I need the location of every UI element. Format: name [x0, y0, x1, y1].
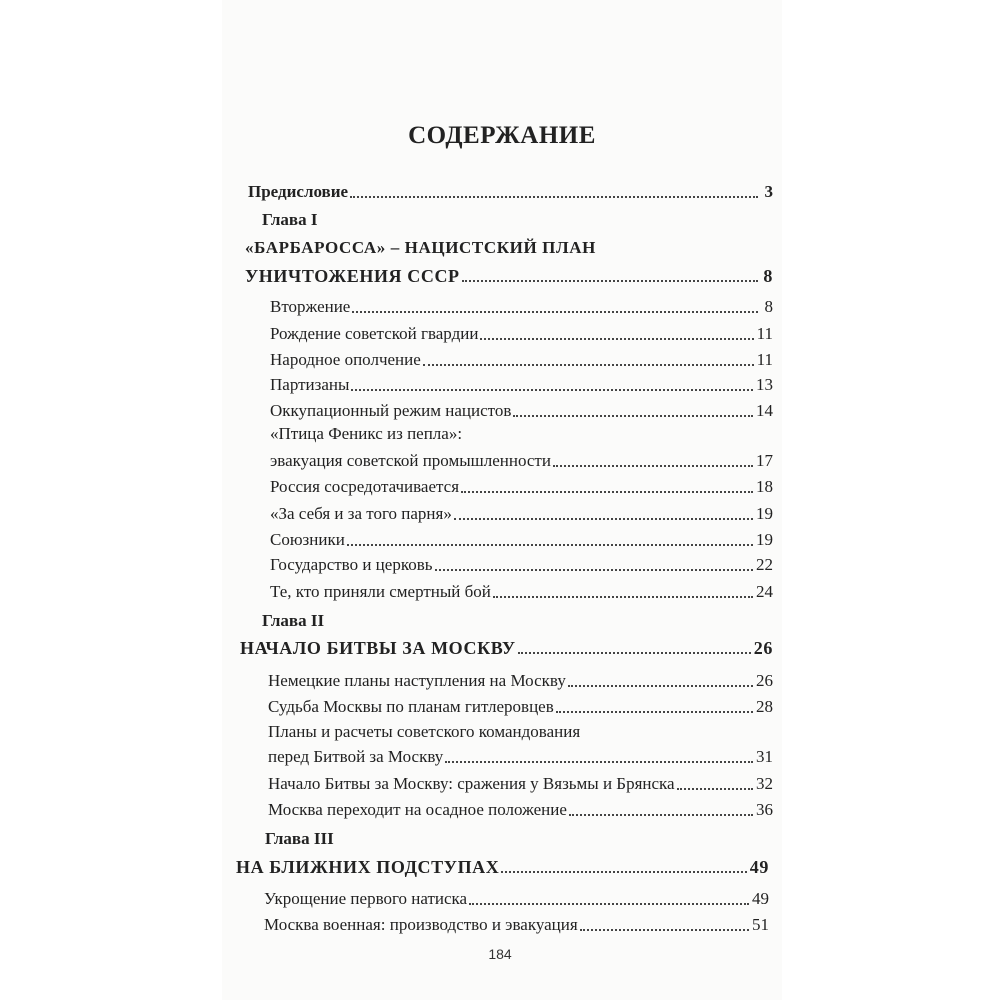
- toc-entry: [270, 346, 773, 370]
- entry-page: 19: [756, 530, 773, 549]
- toc-entry: [270, 578, 773, 602]
- entry-page: 8: [763, 266, 773, 286]
- dot-leader: [553, 463, 753, 467]
- entry-page: 11: [756, 350, 773, 369]
- entry-page: 26: [753, 638, 773, 658]
- toc-entry: [268, 796, 773, 820]
- dot-leader: [347, 542, 753, 546]
- dot-leader: [351, 387, 753, 391]
- entry-label: УНИЧТОЖЕНИЯ СССР: [245, 266, 460, 286]
- entry-label: НА БЛИЖНИХ ПОДСТУПАХ: [236, 857, 500, 877]
- entry-label: НАЧАЛО БИТВЫ ЗА МОСКВУ: [240, 638, 516, 658]
- entry-page: 11: [756, 324, 773, 343]
- dot-leader: [445, 759, 753, 763]
- dot-leader: [461, 489, 753, 493]
- dot-leader: [435, 567, 753, 571]
- dot-leader: [350, 194, 758, 198]
- dot-leader: [493, 594, 753, 598]
- entry-page: 22: [756, 555, 773, 574]
- entry-label: перед Битвой за Москву: [268, 747, 444, 766]
- entry-label: Рождение советской гвардии: [270, 324, 479, 343]
- dot-leader: [462, 278, 758, 282]
- toc-entry: [268, 693, 773, 717]
- chapter-1-heading: Глава I: [262, 210, 318, 229]
- entry-page: 49: [752, 889, 769, 908]
- entry-page: 18: [756, 477, 773, 496]
- entry-label: Укрощение первого натиска: [264, 889, 468, 908]
- toc-entry: [268, 667, 773, 691]
- contents-title: СОДЕРЖАНИЕ: [408, 122, 596, 149]
- toc-entry-line1: Планы и расчеты советского командования: [268, 722, 581, 741]
- toc-entry: [270, 473, 773, 497]
- toc-entry-line1: «Птица Феникс из пепла»:: [270, 424, 463, 443]
- toc-entry: [264, 885, 769, 909]
- toc-entry: [270, 371, 773, 395]
- dot-leader: [480, 336, 753, 340]
- toc-entry-preface: [248, 178, 773, 202]
- entry-label: Предисловие: [248, 182, 349, 201]
- dot-leader: [454, 516, 753, 520]
- entry-label: Россия сосредотачивается: [270, 477, 460, 496]
- entry-page: 17: [756, 451, 773, 470]
- entry-label: Вторжение: [270, 297, 351, 316]
- chapter-3-title: [236, 853, 769, 877]
- toc-entry: [268, 770, 773, 794]
- toc-entry: [270, 320, 773, 344]
- toc-entry: [270, 397, 773, 421]
- chapter-2-title: [240, 634, 773, 658]
- toc-entry: [270, 551, 773, 575]
- entry-page: 49: [749, 857, 769, 877]
- dot-leader: [518, 650, 751, 654]
- dot-leader: [423, 362, 754, 366]
- dot-leader: [569, 812, 753, 816]
- entry-label: Партизаны: [270, 375, 350, 394]
- entry-page: 51: [752, 915, 769, 934]
- toc-entry: [270, 526, 773, 550]
- dot-leader: [677, 786, 753, 790]
- entry-label: Начало Битвы за Москву: сражения у Вязьмы и Брянска: [268, 774, 675, 793]
- dot-leader: [513, 413, 753, 417]
- entry-label: Судьба Москвы по планам гитлеровцев: [268, 697, 554, 716]
- dot-leader: [556, 709, 753, 713]
- entry-page: 26: [756, 671, 773, 690]
- entry-label: Союзники: [270, 530, 345, 549]
- dot-leader: [352, 309, 758, 313]
- chapter-1-title: [245, 262, 773, 286]
- toc-entry: [264, 911, 769, 935]
- entry-label: Москва переходит на осадное положение: [268, 800, 567, 819]
- entry-label: Народное ополчение: [270, 350, 421, 369]
- toc-entry: [268, 743, 773, 767]
- entry-page: 32: [756, 774, 773, 793]
- entry-page: 14: [756, 401, 773, 420]
- chapter-2-heading: Глава II: [262, 611, 325, 630]
- chapter-3-heading: Глава III: [265, 829, 334, 848]
- toc-entry: [270, 293, 773, 317]
- entry-label: «За себя и за того парня»: [270, 504, 452, 523]
- entry-page: 19: [756, 504, 773, 523]
- entry-page: 3: [764, 182, 773, 201]
- entry-label: Оккупационный режим нацистов: [270, 401, 512, 420]
- entry-label: Те, кто приняли смертный бой: [270, 582, 491, 601]
- entry-page: 24: [756, 582, 773, 601]
- entry-page: 28: [756, 697, 773, 716]
- entry-page: 8: [764, 297, 773, 316]
- entry-label: Государство и церковь: [270, 555, 433, 574]
- entry-page: 13: [756, 375, 773, 394]
- dot-leader: [580, 927, 749, 931]
- entry-label: эвакуация советской промышленности: [270, 451, 551, 470]
- entry-page: 36: [756, 800, 773, 819]
- dot-leader: [568, 683, 753, 687]
- page-number: 184: [488, 946, 512, 962]
- toc-entry: [270, 447, 773, 471]
- chapter-1-title-line1: «БАРБАРОССА» – НАЦИСТСКИЙ ПЛАН: [245, 238, 596, 257]
- entry-page: 31: [756, 747, 773, 766]
- entry-label: Москва военная: производство и эвакуация: [264, 915, 578, 934]
- dot-leader: [469, 901, 749, 905]
- dot-leader: [501, 869, 746, 873]
- toc-entry: [270, 500, 773, 524]
- entry-label: Немецкие планы наступления на Москву: [268, 671, 566, 690]
